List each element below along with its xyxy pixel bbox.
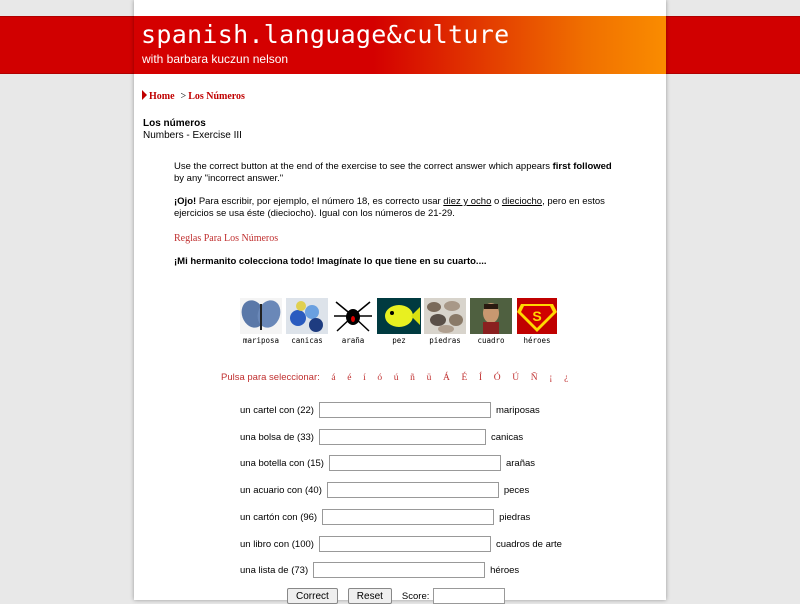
accent-char-button[interactable]: é	[347, 373, 352, 383]
accent-selector	[221, 372, 568, 383]
note-text: Para escribir, por ejemplo, el número 18, es correcto usar	[198, 196, 441, 207]
instructions-text: by any "incorrect answer."	[174, 173, 284, 184]
exercise-suffix: piedras	[499, 511, 531, 523]
picture-caption: canicas	[291, 336, 323, 345]
answer-input-5[interactable]	[322, 509, 494, 525]
exercise-prefix: un libro con (100)	[240, 538, 314, 550]
exercise-suffix: arañas	[505, 457, 536, 469]
answer-input-2[interactable]	[319, 429, 486, 445]
instructions-text: Use the correct button at the end of the exercise to see the correct answer which appears	[174, 161, 550, 172]
answer-input-1[interactable]	[319, 402, 491, 418]
note-link-diez-y-ocho[interactable]: diez y ocho	[443, 196, 492, 207]
exercise-prompt: ¡Mi hermanito colecciona todo! Imagínate lo que tiene en su cuarto....	[174, 256, 487, 267]
svg-text:S: S	[532, 308, 542, 324]
answer-input-7[interactable]	[313, 562, 485, 578]
exercise-prefix: un cartón con (96)	[240, 511, 318, 523]
picture-caption: pez	[392, 336, 406, 345]
painting-icon	[470, 298, 512, 334]
accent-char-button[interactable]: ¡	[549, 373, 553, 383]
butterfly-icon	[240, 298, 282, 334]
picture-item	[468, 298, 514, 345]
accent-char-button[interactable]: ü	[426, 373, 432, 383]
accent-char-button[interactable]: ¿	[564, 373, 569, 383]
exercise-suffix: peces	[503, 484, 530, 496]
picture-caption: piedras	[429, 336, 461, 345]
site-title[interactable]: spanish.language&culture	[141, 20, 510, 49]
page-title: Los números	[143, 118, 206, 129]
picture-caption: mariposa	[242, 336, 280, 345]
accent-char-button[interactable]: Á	[442, 373, 450, 383]
accent-char-button[interactable]: Ñ	[530, 373, 538, 383]
picture-caption: héroes	[523, 336, 551, 345]
note-text: o	[494, 196, 500, 207]
stones-icon	[424, 298, 466, 334]
note-link-dieciocho[interactable]: dieciocho	[501, 196, 543, 207]
breadcrumb-current[interactable]: Los Números	[188, 91, 245, 102]
accent-char-button[interactable]: ñ	[410, 373, 415, 383]
accent-char-button[interactable]: ó	[377, 373, 383, 383]
accent-char-button[interactable]: ú	[393, 373, 399, 383]
score-field[interactable]	[433, 588, 505, 604]
breadcrumb-home-link[interactable]: Home	[149, 91, 175, 102]
site-subtitle: with barbara kuczun nelson	[142, 52, 289, 66]
accent-char-button[interactable]: á	[331, 373, 336, 383]
answer-input-4[interactable]	[327, 482, 499, 498]
breadcrumb-arrow-icon	[142, 90, 147, 100]
accent-label: Pulsa para seleccionar:	[221, 372, 320, 383]
exercise-row	[240, 562, 519, 578]
picture-item	[514, 298, 560, 345]
rules-link[interactable]: Reglas Para Los Números	[174, 233, 279, 244]
answer-input-3[interactable]	[329, 455, 501, 471]
fish-icon	[377, 298, 421, 334]
exercise-row	[240, 509, 530, 525]
superhero-icon	[517, 298, 557, 334]
exercise-prefix: un acuario con (40)	[240, 484, 322, 496]
correct-button[interactable]: Correct	[287, 588, 338, 604]
note-label: ¡Ojo!	[174, 196, 197, 207]
breadcrumb-separator: >	[180, 91, 187, 102]
exercise-row	[240, 402, 540, 418]
note-text: , pero en estos ejercicios se usa éste (dieciocho). Igual con los números de 21-29.	[174, 196, 605, 219]
note-paragraph	[174, 196, 624, 220]
exercise-row	[240, 429, 523, 445]
accent-char-button[interactable]: Í	[478, 373, 483, 383]
exercise-prefix: una bolsa de (33)	[240, 431, 314, 443]
exercise-prefix: una botella con (15)	[240, 457, 324, 469]
exercise-row	[240, 482, 529, 498]
exercise-suffix: mariposas	[495, 404, 540, 416]
accent-char-button[interactable]: í	[363, 373, 366, 383]
exercise-suffix: canicas	[490, 431, 524, 443]
picture-strip	[238, 298, 560, 345]
picture-item	[422, 298, 468, 345]
score-label: Score:	[401, 590, 430, 602]
accent-char-button[interactable]: Ó	[493, 373, 501, 383]
picture-item	[376, 298, 422, 345]
exercise-row	[240, 536, 562, 552]
accent-char-button[interactable]: É	[461, 373, 468, 383]
instructions-bold: first followed	[552, 161, 612, 172]
exercise-suffix: héroes	[490, 564, 520, 576]
picture-item	[284, 298, 330, 345]
picture-caption: cuadro	[477, 336, 505, 345]
marbles-icon	[286, 298, 328, 334]
picture-item	[238, 298, 284, 345]
exercise-suffix: cuadros de arte	[495, 538, 562, 550]
exercise-prefix: una lista de (73)	[240, 564, 309, 576]
instructions-paragraph	[174, 161, 624, 185]
breadcrumb	[142, 90, 245, 102]
picture-item	[330, 298, 376, 345]
reset-button[interactable]: Reset	[348, 588, 392, 604]
exercise-prefix: un cartel con (22)	[240, 404, 314, 416]
answer-input-6[interactable]	[319, 536, 491, 552]
action-bar	[287, 588, 505, 604]
accent-char-button[interactable]: Ú	[512, 373, 520, 383]
exercise-row	[240, 455, 535, 471]
spider-icon	[332, 298, 374, 334]
picture-caption: araña	[341, 336, 365, 345]
page-subtitle: Numbers - Exercise III	[143, 130, 242, 141]
